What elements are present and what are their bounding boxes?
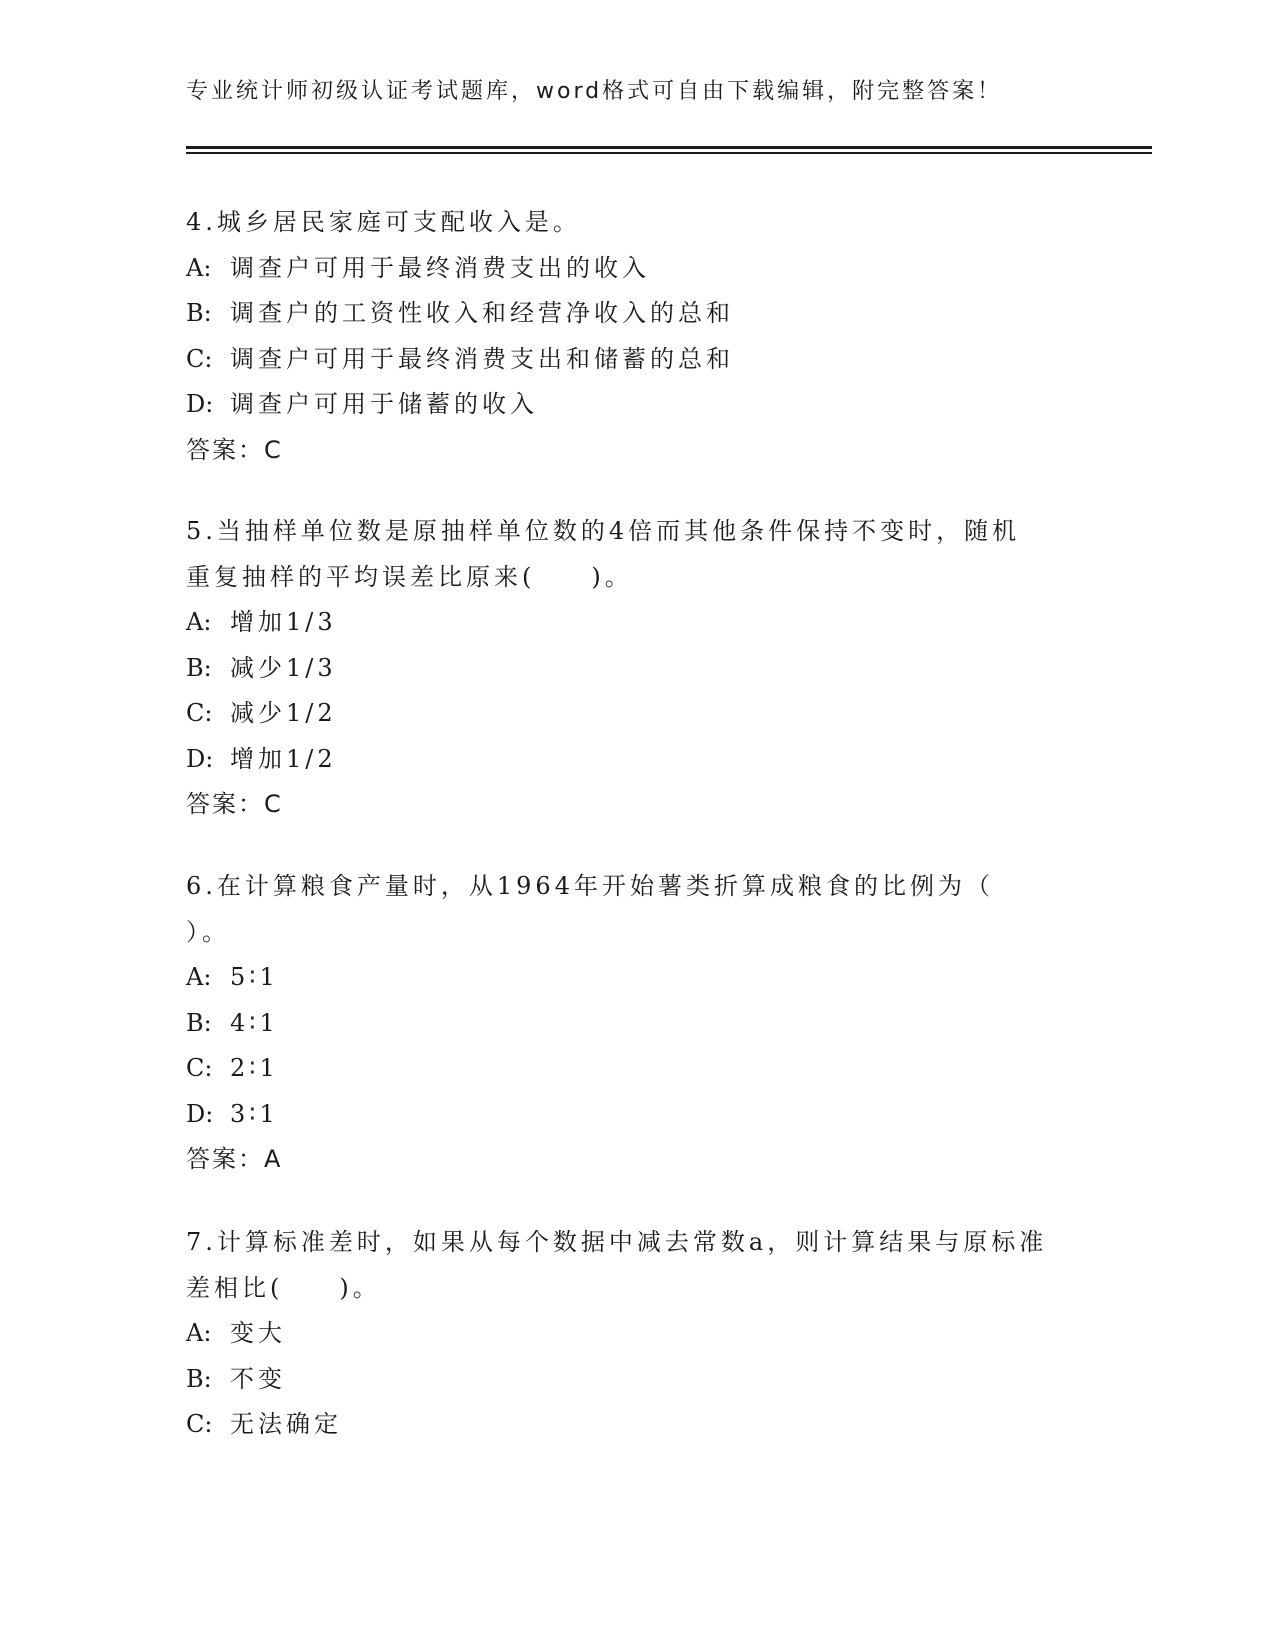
question-stem: 4.城乡居民家庭可支配收入是。 xyxy=(186,208,581,236)
option-label: A: xyxy=(186,608,212,636)
option-label: B: xyxy=(186,653,212,682)
option-text: 调查户的工资性收入和经营净收入的总和 xyxy=(230,299,734,327)
option-text: 2∶1 xyxy=(230,1054,279,1082)
question-5 xyxy=(186,509,1086,828)
question-7 xyxy=(186,1220,1086,1448)
header-divider-thick xyxy=(186,146,1152,149)
question-stem: 7.计算标准差时，如果从每个数据中减去常数a，则计算结果与原标准 xyxy=(186,1228,1048,1256)
option-b xyxy=(186,291,1086,337)
option-label: A: xyxy=(186,963,212,991)
question-stem-cont: ）。 xyxy=(186,917,230,946)
header-divider xyxy=(186,146,1152,155)
option-d xyxy=(186,737,1086,783)
option-label: B: xyxy=(186,1364,212,1393)
answer: 答案：C xyxy=(186,435,283,464)
option-label: C: xyxy=(186,1410,213,1438)
option-label: A: xyxy=(186,253,212,282)
option-c xyxy=(186,337,1086,383)
answer: 答案：C xyxy=(186,790,283,818)
page-header: 专业统计师初级认证考试题库，word格式可自由下载编辑，附完整答案！ xyxy=(186,79,1003,104)
option-label: C: xyxy=(186,344,213,373)
option-text: 5∶1 xyxy=(230,963,279,991)
option-text: 不变 xyxy=(230,1364,286,1393)
option-a xyxy=(186,246,1086,292)
question-stem-cont: 重复抽样的平均误差比原来( )。 xyxy=(186,562,633,591)
option-label: C: xyxy=(186,699,213,727)
question-stem: 6.在计算粮食产量时，从1964年开始薯类折算成粮食的比例为（ xyxy=(186,872,994,900)
answer: 答案：A xyxy=(186,1145,283,1173)
option-text: 减少1/3 xyxy=(230,653,337,682)
option-text: 减少1/2 xyxy=(230,699,337,727)
option-d xyxy=(186,382,1086,428)
option-label: A: xyxy=(186,1319,212,1347)
option-b xyxy=(186,1001,1086,1047)
option-text: 调查户可用于最终消费支出的收入 xyxy=(230,253,650,282)
option-label: C: xyxy=(186,1054,213,1082)
option-a xyxy=(186,1311,1086,1357)
option-label: D: xyxy=(186,390,214,418)
question-6 xyxy=(186,864,1086,1183)
option-text: 调查户可用于最终消费支出和储蓄的总和 xyxy=(230,344,734,373)
option-label: D: xyxy=(186,744,214,773)
option-text: 无法确定 xyxy=(230,1410,342,1438)
option-label: B: xyxy=(186,299,212,327)
option-a xyxy=(186,600,1086,646)
option-d xyxy=(186,1092,1086,1138)
option-b xyxy=(186,646,1086,692)
option-c xyxy=(186,1402,1086,1448)
option-text: 增加1/2 xyxy=(230,744,337,773)
option-c xyxy=(186,1046,1086,1092)
option-b xyxy=(186,1357,1086,1403)
question-4 xyxy=(186,200,1086,473)
option-label: D: xyxy=(186,1099,214,1128)
option-text: 增加1/3 xyxy=(230,608,337,636)
option-text: 3∶1 xyxy=(230,1099,279,1128)
option-text: 调查户可用于储蓄的收入 xyxy=(230,390,538,418)
option-text: 4∶1 xyxy=(230,1008,279,1037)
question-stem-cont: 差相比( )。 xyxy=(186,1273,381,1302)
option-a xyxy=(186,955,1086,1001)
option-text: 变大 xyxy=(230,1319,286,1347)
header-divider-thin xyxy=(186,152,1152,154)
option-label: B: xyxy=(186,1008,212,1037)
question-stem: 5.当抽样单位数是原抽样单位数的4倍而其他条件保持不变时，随机 xyxy=(186,517,1021,545)
option-c xyxy=(186,691,1086,737)
